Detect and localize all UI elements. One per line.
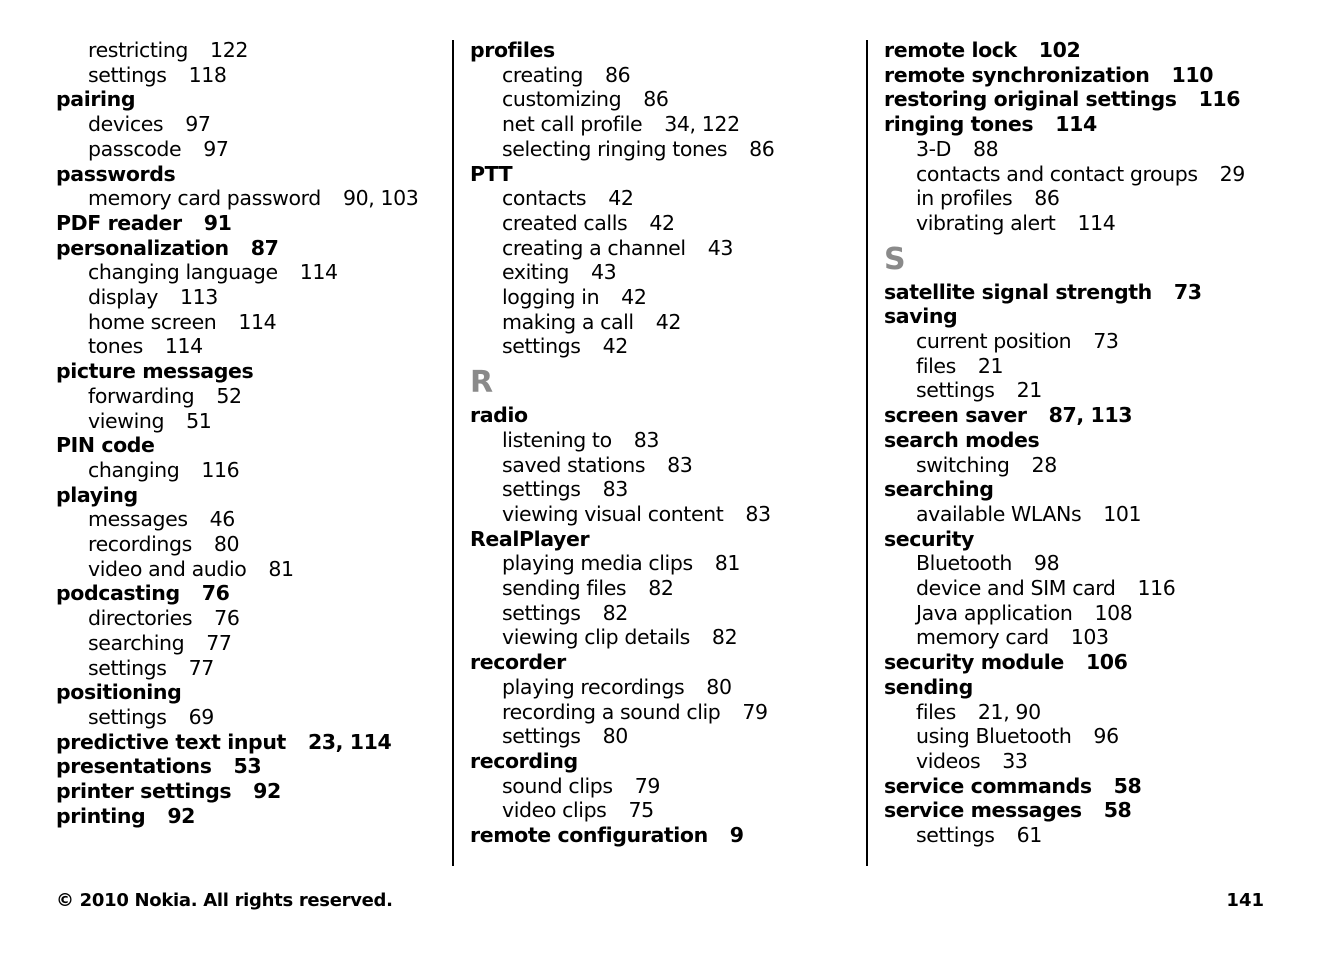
index-subterm xyxy=(56,112,441,137)
index-subterm xyxy=(470,453,855,478)
term-text: display xyxy=(88,285,158,310)
term-text: radio xyxy=(470,403,528,428)
page-reference: 86 xyxy=(1034,186,1060,211)
page-reference: 29 xyxy=(1219,161,1245,186)
term-text: personalization xyxy=(56,235,229,260)
index-term xyxy=(884,798,1304,823)
index-term xyxy=(470,403,855,428)
page-reference: 114 xyxy=(238,309,277,334)
page-reference: 58 xyxy=(1103,798,1132,823)
term-text: PTT xyxy=(470,161,513,186)
page-reference: 97 xyxy=(185,112,211,137)
index-subterm xyxy=(884,576,1304,601)
term-text: current position xyxy=(916,329,1072,354)
index-subterm xyxy=(56,705,441,730)
index-subterm xyxy=(470,774,855,799)
term-text: directories xyxy=(88,606,193,631)
term-text: memory card password xyxy=(88,186,321,211)
page-reference: 42 xyxy=(655,309,682,334)
index-subterm xyxy=(884,601,1304,626)
index-subterm xyxy=(470,334,855,359)
page-reference: 106 xyxy=(1085,650,1128,675)
page-reference: 80 xyxy=(706,674,732,699)
term-text: playing xyxy=(56,482,138,507)
page-reference: 116 xyxy=(1137,576,1176,601)
term-text: creating a channel xyxy=(502,235,686,260)
index-subterm xyxy=(56,507,441,532)
term-text: service messages xyxy=(884,798,1082,823)
term-text: contacts and contact groups xyxy=(916,161,1198,186)
index-subterm xyxy=(884,823,1304,848)
index-term xyxy=(884,63,1304,88)
index-subterm xyxy=(470,625,855,650)
term-text: PIN code xyxy=(56,433,155,458)
index-term xyxy=(884,87,1304,112)
term-text: Bluetooth xyxy=(916,551,1012,576)
page-reference: 101 xyxy=(1103,501,1142,526)
page-reference: 86 xyxy=(643,87,669,112)
page-reference: 87 xyxy=(250,235,279,260)
term-text: remote synchronization xyxy=(884,62,1150,87)
term-text: ringing tones xyxy=(884,112,1034,137)
term-text: saved stations xyxy=(502,452,646,477)
page-reference: 9 xyxy=(729,823,744,848)
term-text: home screen xyxy=(88,309,217,334)
index-term xyxy=(56,680,441,705)
index-subterm xyxy=(884,749,1304,774)
term-text: restricting xyxy=(88,38,189,62)
term-text: recording xyxy=(470,748,578,773)
term-text: remote configuration xyxy=(470,823,708,848)
page-reference: 116 xyxy=(201,457,240,482)
index-term xyxy=(56,87,441,112)
page-reference: 82 xyxy=(602,600,628,625)
term-text: remote lock xyxy=(884,38,1017,62)
index-column-3 xyxy=(884,38,1304,848)
term-text: service commands xyxy=(884,773,1092,798)
page-reference: 82 xyxy=(711,625,738,650)
index-term xyxy=(884,650,1304,675)
page-reference: 43 xyxy=(591,260,617,285)
term-text: viewing clip details xyxy=(502,625,690,650)
page-reference: 81 xyxy=(268,556,294,581)
page-reference: 91 xyxy=(203,210,232,235)
index-subterm xyxy=(884,700,1304,725)
index-subterm xyxy=(56,310,441,335)
index-subterm xyxy=(56,384,441,409)
term-text: playing recordings xyxy=(502,674,685,699)
term-text: device and SIM card xyxy=(916,576,1116,601)
index-subterm xyxy=(884,329,1304,354)
page-reference: 96 xyxy=(1093,724,1119,749)
index-term xyxy=(470,650,855,675)
index-subterm xyxy=(884,186,1304,211)
index-subterm xyxy=(470,310,855,335)
page-reference: 76 xyxy=(214,606,240,631)
page-reference: 92 xyxy=(253,779,281,804)
index-subterm xyxy=(470,186,855,211)
index-subterm xyxy=(56,631,441,656)
index-term xyxy=(470,162,855,187)
term-text: presentations xyxy=(56,754,212,779)
page-reference: 77 xyxy=(188,655,214,680)
index-subterm xyxy=(470,112,855,137)
page-reference: 76 xyxy=(201,581,230,606)
index-subterm xyxy=(884,453,1304,478)
term-text: memory card xyxy=(916,625,1049,650)
term-text: settings xyxy=(502,724,581,749)
page-reference: 79 xyxy=(742,699,768,724)
page-reference: 21 xyxy=(977,353,1004,378)
page-reference: 113 xyxy=(180,285,218,310)
index-subterm xyxy=(470,798,855,823)
term-text: restoring original settings xyxy=(884,87,1177,112)
page-reference: 110 xyxy=(1171,62,1214,87)
index-subterm xyxy=(884,724,1304,749)
term-text: video clips xyxy=(502,798,607,823)
index-term xyxy=(884,403,1304,428)
index-term xyxy=(56,433,441,458)
page-reference: 73 xyxy=(1093,329,1119,354)
term-text: sending files xyxy=(502,576,627,601)
page-reference: 83 xyxy=(745,501,771,526)
page-reference: 108 xyxy=(1094,600,1133,625)
term-text: search modes xyxy=(884,427,1040,452)
index-subterm xyxy=(470,601,855,626)
term-text: profiles xyxy=(470,38,555,62)
index-term xyxy=(884,280,1304,305)
page-reference: 42 xyxy=(608,186,634,211)
term-text: Java application xyxy=(916,600,1073,625)
index-term xyxy=(884,527,1304,552)
index-subterm xyxy=(470,675,855,700)
index-subterm xyxy=(56,38,441,63)
page-reference: 114 xyxy=(299,260,338,285)
term-text: viewing xyxy=(88,408,165,433)
term-text: searching xyxy=(88,630,185,655)
term-text: files xyxy=(916,353,956,378)
term-text: searching xyxy=(884,477,994,502)
term-text: printing xyxy=(56,803,146,828)
term-text: customizing xyxy=(502,87,622,112)
term-text: predictive text input xyxy=(56,729,286,754)
index-subterm xyxy=(56,285,441,310)
index-subterm xyxy=(470,724,855,749)
page-reference: 23, 114 xyxy=(307,729,392,754)
term-text: tones xyxy=(88,334,143,359)
index-term xyxy=(56,581,441,606)
term-text: recordings xyxy=(88,532,192,557)
index-subterm xyxy=(470,260,855,285)
page-reference: 51 xyxy=(186,408,212,433)
index-term xyxy=(884,477,1304,502)
index-column-1 xyxy=(56,38,441,829)
index-term xyxy=(56,730,441,755)
page-reference: 77 xyxy=(206,630,232,655)
index-term xyxy=(56,162,441,187)
term-text: settings xyxy=(916,823,995,848)
term-text: available WLANs xyxy=(916,501,1082,526)
page-reference: 98 xyxy=(1033,551,1060,576)
page-reference: 81 xyxy=(714,551,741,576)
index-subterm xyxy=(884,162,1304,187)
page-reference: 42 xyxy=(621,285,647,310)
page-reference: 28 xyxy=(1031,452,1057,477)
term-text: using Bluetooth xyxy=(916,724,1072,749)
index-subterm xyxy=(884,211,1304,236)
term-text: passcode xyxy=(88,136,182,161)
term-text: security module xyxy=(884,650,1064,675)
term-text: viewing visual content xyxy=(502,501,724,526)
term-text: 3-D xyxy=(916,136,952,161)
term-text: videos xyxy=(916,748,981,773)
index-term xyxy=(884,304,1304,329)
index-subterm xyxy=(884,502,1304,527)
section-letter: S xyxy=(884,241,906,277)
term-text: making a call xyxy=(502,309,634,334)
term-text: settings xyxy=(502,334,581,359)
page-reference: 92 xyxy=(167,803,196,828)
section-letter: R xyxy=(470,365,493,401)
index-subterm xyxy=(884,551,1304,576)
term-text: settings xyxy=(88,704,167,729)
index-term xyxy=(56,236,441,261)
term-text: pairing xyxy=(56,87,136,112)
index-subterm xyxy=(56,532,441,557)
page-reference: 87, 113 xyxy=(1048,403,1133,428)
page-reference: 86 xyxy=(749,136,775,161)
index-subterm xyxy=(470,477,855,502)
page-reference: 69 xyxy=(188,704,214,729)
term-text: settings xyxy=(502,477,581,502)
page-reference: 21 xyxy=(1016,378,1042,403)
term-text: exiting xyxy=(502,260,570,285)
page-reference: 53 xyxy=(233,754,262,779)
index-subterm xyxy=(56,656,441,681)
term-text: security xyxy=(884,526,974,551)
term-text: messages xyxy=(88,507,188,532)
term-text: changing language xyxy=(88,260,278,285)
index-term xyxy=(884,112,1304,137)
index-subterm xyxy=(470,87,855,112)
page-reference: 90, 103 xyxy=(342,186,419,211)
index-subterm xyxy=(56,63,441,88)
term-text: recorder xyxy=(470,650,566,675)
term-text: contacts xyxy=(502,186,587,211)
page-reference: 61 xyxy=(1016,823,1042,848)
index-subterm xyxy=(470,576,855,601)
page-reference: 83 xyxy=(633,427,660,452)
index-subterm xyxy=(56,186,441,211)
page-reference: 43 xyxy=(707,235,733,260)
index-subterm xyxy=(56,458,441,483)
page-number: 141 xyxy=(1226,890,1264,911)
index-term xyxy=(884,38,1304,63)
index-term xyxy=(56,211,441,236)
term-text: settings xyxy=(88,62,167,87)
page-reference: 88 xyxy=(973,136,999,161)
term-text: positioning xyxy=(56,680,182,705)
term-text: video and audio xyxy=(88,556,247,581)
term-text: vibrating alert xyxy=(916,210,1056,235)
page-reference: 33 xyxy=(1002,748,1028,773)
index-term xyxy=(56,754,441,779)
term-text: saving xyxy=(884,304,958,329)
index-subterm xyxy=(884,625,1304,650)
term-text: changing xyxy=(88,457,180,482)
index-subterm xyxy=(884,378,1304,403)
term-text: settings xyxy=(88,655,167,680)
page-reference: 42 xyxy=(602,334,628,359)
term-text: selecting ringing tones xyxy=(502,136,728,161)
term-text: settings xyxy=(916,378,995,403)
page-reference: 80 xyxy=(213,532,240,557)
index-subterm xyxy=(56,557,441,582)
index-term xyxy=(470,749,855,774)
page-reference: 116 xyxy=(1198,87,1241,112)
index-subterm xyxy=(56,409,441,434)
page-reference: 79 xyxy=(634,773,660,798)
page-reference: 75 xyxy=(628,798,654,823)
term-text: switching xyxy=(916,452,1010,477)
term-text: created calls xyxy=(502,210,628,235)
page-reference: 97 xyxy=(203,136,229,161)
index-subterm xyxy=(470,236,855,261)
term-text: net call profile xyxy=(502,112,643,137)
page-reference: 46 xyxy=(209,507,235,532)
term-text: settings xyxy=(502,600,581,625)
term-text: files xyxy=(916,699,956,724)
index-subterm xyxy=(884,354,1304,379)
index-subterm xyxy=(470,285,855,310)
page-reference: 103 xyxy=(1070,625,1109,650)
term-text: playing media clips xyxy=(502,551,693,576)
page-reference: 86 xyxy=(604,62,631,87)
page-reference: 21, 90 xyxy=(977,699,1041,724)
term-text: forwarding xyxy=(88,383,195,408)
index-term xyxy=(470,527,855,552)
index-term xyxy=(884,675,1304,700)
page-reference: 114 xyxy=(1077,210,1116,235)
index-subterm xyxy=(470,700,855,725)
term-text: devices xyxy=(88,112,164,137)
index-subterm xyxy=(56,334,441,359)
index-subterm xyxy=(470,211,855,236)
term-text: logging in xyxy=(502,285,600,310)
term-text: passwords xyxy=(56,161,176,186)
index-term xyxy=(470,38,855,63)
index-subterm xyxy=(470,428,855,453)
index-subterm xyxy=(56,606,441,631)
page-reference: 122 xyxy=(210,38,248,62)
index-column-2 xyxy=(470,38,855,848)
page-reference: 83 xyxy=(667,452,693,477)
index-term xyxy=(56,804,441,829)
index-subterm xyxy=(470,551,855,576)
page-reference: 114 xyxy=(164,334,203,359)
index-subterm xyxy=(470,137,855,162)
page-reference: 73 xyxy=(1173,279,1202,304)
column-divider xyxy=(452,40,454,866)
term-text: in profiles xyxy=(916,186,1013,211)
term-text: creating xyxy=(502,62,583,87)
index-subterm xyxy=(470,502,855,527)
index-term xyxy=(56,779,441,804)
index-subterm xyxy=(884,137,1304,162)
index-subterm xyxy=(56,137,441,162)
page-reference: 34, 122 xyxy=(664,112,740,137)
index-subterm xyxy=(470,63,855,88)
page-reference: 114 xyxy=(1055,112,1097,137)
page-reference: 52 xyxy=(216,383,242,408)
index-term xyxy=(56,483,441,508)
index-term xyxy=(470,823,855,848)
index-subterm xyxy=(56,260,441,285)
column-divider xyxy=(866,40,868,866)
term-text: picture messages xyxy=(56,359,254,384)
footer-copyright: © 2010 Nokia. All rights reserved. xyxy=(56,890,393,911)
term-text: printer settings xyxy=(56,779,232,804)
term-text: screen saver xyxy=(884,403,1027,428)
page-reference: 118 xyxy=(188,62,227,87)
term-text: satellite signal strength xyxy=(884,279,1152,304)
page-reference: 102 xyxy=(1038,38,1081,62)
term-text: PDF reader xyxy=(56,210,182,235)
page-reference: 83 xyxy=(602,477,628,502)
term-text: RealPlayer xyxy=(470,526,590,551)
index-term xyxy=(884,428,1304,453)
page-reference: 58 xyxy=(1113,773,1142,798)
page-reference: 82 xyxy=(648,576,674,601)
term-text: recording a sound clip xyxy=(502,699,721,724)
term-text: podcasting xyxy=(56,581,180,606)
term-text: sound clips xyxy=(502,773,613,798)
term-text: sending xyxy=(884,674,973,699)
index-term xyxy=(56,359,441,384)
term-text: listening to xyxy=(502,427,612,452)
index-term xyxy=(884,774,1304,799)
page-reference: 42 xyxy=(649,210,675,235)
page-reference: 80 xyxy=(602,724,628,749)
